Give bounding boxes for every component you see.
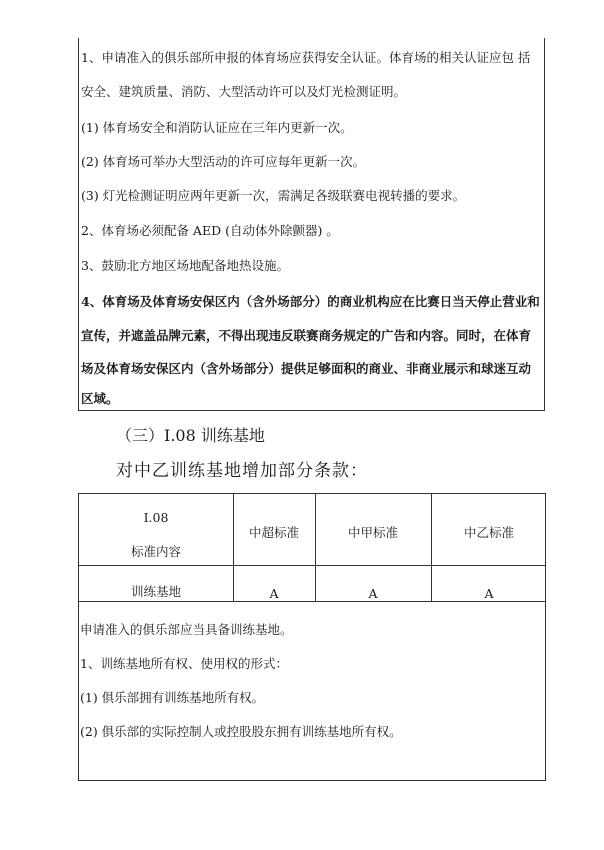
- row-value: A: [269, 586, 279, 601]
- requirement-bold-line: 宣传，并遮盖品牌元素，不得出现违反联赛商务规定的广告和内容。同时，在体育: [81, 328, 532, 343]
- requirement-line: 1、申请准入的俱乐部所申报的体育场应获得安全认证。体育场的相关认证应包 括: [81, 50, 531, 65]
- body-line: 申请准入的俱乐部应当具备训练基地。: [80, 622, 293, 637]
- column-divider: [431, 494, 432, 601]
- requirement-line: 2、体育场必须配备 AED (自动体外除颤器) 。: [81, 223, 339, 238]
- section-heading: （三）I.08 训练基地: [116, 426, 265, 445]
- requirement-bold-line: 区域。: [81, 391, 119, 406]
- requirements-box: [78, 38, 545, 411]
- row-value: A: [368, 586, 378, 601]
- requirement-line: (2) 体育场可举办大型活动的许可应每年更新一次。: [81, 154, 366, 169]
- column-header: 中甲标准: [347, 525, 398, 540]
- requirement-line: 安全、建筑质量、消防、大型活动许可以及灯光检测证明。: [81, 84, 407, 99]
- column-divider: [315, 494, 316, 601]
- requirement-bold-line: 4、体育场及体育场安保区内（含外场部分）的商业机构应在比赛日当天停止营业和: [81, 294, 540, 309]
- body-line: 1、训练基地所有权、使用权的形式：: [80, 656, 288, 671]
- requirement-bold-line: 场及体育场安保区内（含外场部分）提供足够面积的商业、非商业展示和球迷互动: [81, 361, 532, 376]
- column-divider: [233, 494, 234, 601]
- section-subheading: 对中乙训练基地增加部分条款：: [116, 461, 368, 481]
- row-divider: [79, 565, 545, 566]
- standards-table: [78, 493, 546, 781]
- row-value: A: [484, 586, 494, 601]
- requirement-line: (1) 体育场安全和消防认证应在三年内更新一次。: [81, 120, 353, 135]
- header-content: 标准内容: [130, 544, 181, 559]
- body-line: (2) 俱乐部的实际控制人或控股股东拥有训练基地所有权。: [80, 724, 402, 739]
- row-label: 训练基地: [130, 584, 181, 599]
- requirement-line: (3) 灯光检测证明应两年更新一次，需满足各级联赛电视转播的要求。: [81, 188, 466, 203]
- row-divider: [79, 601, 545, 602]
- header-code: I.08: [143, 510, 169, 525]
- requirement-line: 3、鼓励北方地区场地配备地热设施。: [81, 258, 289, 273]
- column-header: 中超标准: [248, 525, 299, 540]
- column-header: 中乙标准: [463, 525, 514, 540]
- body-line: (1) 俱乐部拥有训练基地所有权。: [80, 690, 265, 705]
